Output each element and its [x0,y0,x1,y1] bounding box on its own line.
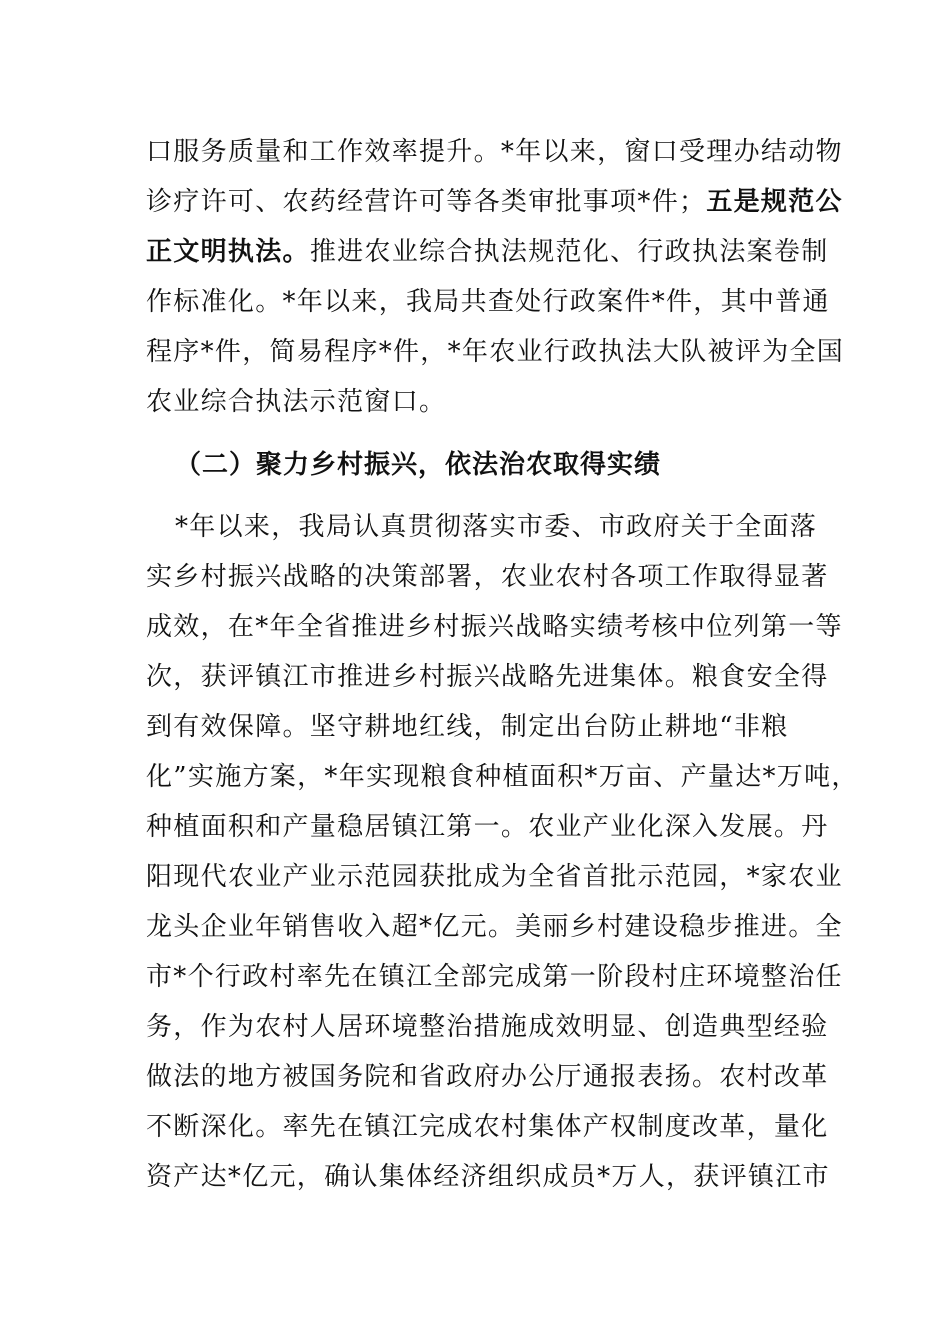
paragraph-line: 市*个行政村率先在镇江全部完成第一阶段村庄环境整治任 [146,962,843,992]
paragraph-line: 化”实施方案，*年实现粮食种植面积*万亩、产量达*万吨， [146,762,859,792]
bold-text-run: 正文明执法。 [146,237,310,267]
paragraph-line [146,277,830,327]
paragraph-line: 次，获评镇江市推进乡村振兴战略先进集体。粮食安全得 [146,662,829,692]
paragraph-line [146,127,843,177]
paragraph-line: 不断深化。率先在镇江完成农村集体产权制度改革，量化 [146,1112,829,1142]
paragraph-line: *年以来，我局认真贯彻落实市委、市政府关于全面落 [175,512,818,542]
paragraph-line: 务，作为农村人居环境整治措施成效明显、创造典型经验 [146,1012,829,1042]
paragraph-line [146,377,826,427]
bold-text-run: 五是规范公 [706,187,843,217]
text-run: 诊疗许可、农药经营许可等各类审批事项*件； [146,187,707,217]
paragraph-line: 实乡村振兴战略的决策部署，农业农村各项工作取得显著 [146,562,829,592]
text-run: 口服务质量和工作效率提升。*年以来，窗口受理办结动物 [146,137,843,167]
paragraph-line [146,177,843,227]
paragraph-line: 种植面积和产量稳居镇江第一。农业产业化深入发展。丹 [146,812,829,842]
text-run: 农业综合执法示范窗口。 [146,387,447,417]
paragraph-line: 做法的地方被国务院和省政府办公厅通报表扬。农村改革 [146,1062,829,1092]
paragraph-line: 阳现代农业产业示范园获批成为全省首批示范园，*家农业 [146,862,843,892]
text-run: 推进农业综合执法规范化、行政执法案卷制 [309,237,829,267]
paragraph-line [146,327,845,377]
paragraph-line: 龙头企业年销售收入超*亿元。美丽乡村建设稳步推进。全 [146,912,843,942]
paragraph-line: 资产达*亿元，确认集体经济组织成员*万人，获评镇江市 [146,1162,830,1192]
paragraph-line: 成效，在*年全省推进乡村振兴战略实绩考核中位列第一等 [146,612,843,642]
paragraph-line: 到有效保障。坚守耕地红线，制定出台防止耕地“非粮 [146,712,789,742]
text-run: 作标准化。*年以来，我局共查处行政案件*件，其中普通 [146,287,830,317]
paragraph-line [146,227,829,277]
section-heading: （二）聚力乡村振兴，依法治农取得实绩 [175,450,662,480]
text-run: 程序*件，简易程序*件，*年农业行政执法大队被评为全国 [146,337,845,367]
